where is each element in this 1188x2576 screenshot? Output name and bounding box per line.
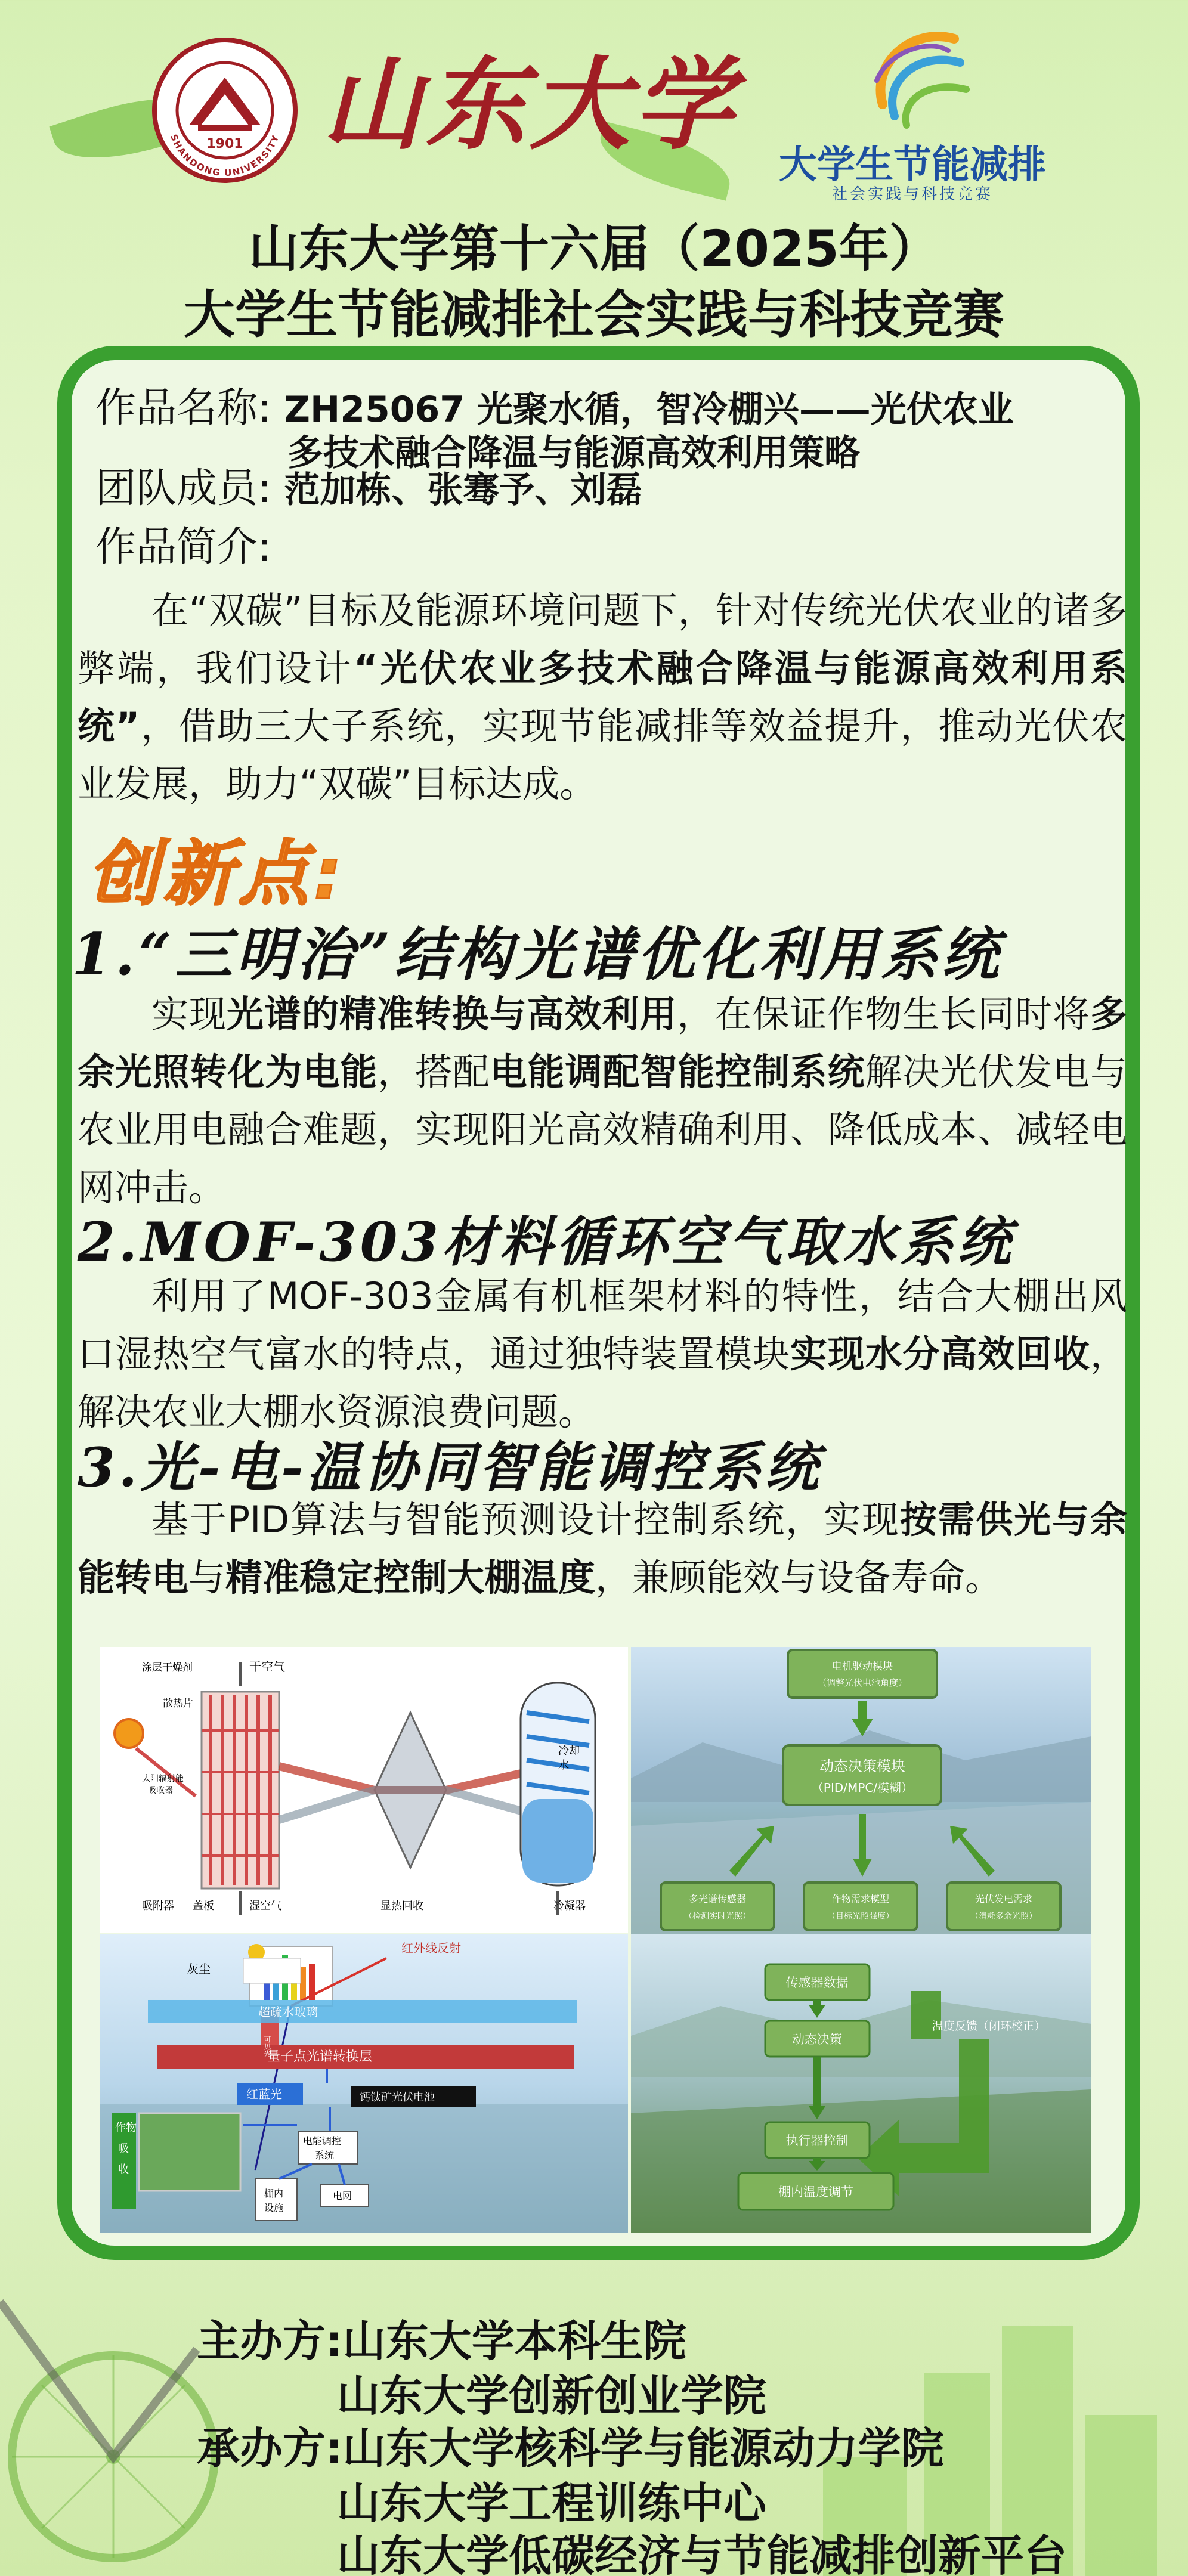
team-label: 团队成员:: [95, 465, 271, 512]
undertaker-row: [197, 2414, 944, 2476]
fig3-crop-l2: 吸: [118, 2142, 129, 2155]
fig2-motor-l1: 电机驱动模块: [832, 1661, 893, 1673]
fig1-coating-label: 涂层干燥剂: [142, 1662, 193, 1674]
fig3-power-l2: 系统: [315, 2150, 335, 2161]
figure-decision-module-diagram: [631, 1647, 1091, 1934]
innovation-1-title: 1.“三明治”结构光谱优化利用系统: [72, 921, 1003, 988]
fig4-decision-label: 动态决策: [792, 2032, 842, 2046]
figure-sandwich-structure-diagram: [100, 1934, 628, 2233]
seal-text: SHANDONG UNIVERSITY: [168, 132, 281, 179]
fig3-dust-label: 灰尘: [187, 1962, 211, 1976]
fig1-cooling-water-2: 水: [558, 1759, 569, 1772]
fig1-dry-air-label: 干空气: [249, 1659, 285, 1674]
decorative-building: [1085, 2415, 1157, 2576]
fig1-cooling-water-1: 冷却: [558, 1745, 580, 1757]
team-row: [95, 465, 642, 514]
undertaker-label: 承办方:: [197, 2423, 343, 2473]
fig4-feedback-label: 温度反馈（闭环校正）: [932, 2020, 1046, 2033]
innovation-2-title: 2.MOF-303材料循环空气取水系统: [78, 1210, 1015, 1274]
fig1-absorber-label-2: 吸收器: [148, 1786, 173, 1795]
undertaker-2: 山东大学工程训练中心: [337, 2478, 767, 2528]
fig1-heat-recovery-label: 显热回收: [380, 1900, 423, 1912]
work-name-label: 作品名称:: [95, 385, 271, 432]
fig1-condenser-label: 冷凝器: [553, 1900, 586, 1912]
work-name-row: [95, 385, 1014, 434]
fig4-temp-adjust-label: 棚内温度调节: [778, 2185, 853, 2199]
innovation-2-paragraph: 利用了MOF-303金属有机框架材料的特性，结合大棚出风口湿热空气富水的特点，通过独特装置模块实现水分高效回收，解决农业大棚水资源浪费问题。: [78, 1274, 1127, 1433]
organizer-1: 山东大学本科生院: [342, 2316, 686, 2366]
team-members: 范加栋、张骞予、刘磊: [284, 469, 642, 511]
university-seal: [150, 36, 299, 185]
intro-paragraph: 在“双碳”目标及能源环境问题下，针对传统光伏农业的诸多弊端，我们设计“光伏农业多技术融合降温与能源高效利用系统”，借助三大子系统，实现节能减排等效益提升，推动光伏农业发展，助力“双碳”目标达成。: [78, 589, 1127, 806]
fig1-absorber-label-1: 太阳辐射能: [142, 1774, 184, 1784]
fig1-adsorber-label: 吸附器: [142, 1900, 174, 1912]
competition-logo-icon: [859, 15, 984, 140]
fig4-sensor-label: 传感器数据: [785, 1976, 849, 1990]
intro-label: 作品简介:: [95, 524, 271, 571]
fig3-visible-light-label: 可见光: [263, 2036, 271, 2057]
page-title-line1: 山东大学第十六届（2025年）: [249, 219, 939, 278]
logo-title: 大学生节能减排: [779, 143, 1046, 187]
fig3-crop-l1: 作物: [115, 2122, 137, 2134]
intro-row: [95, 524, 271, 571]
fig3-red-blue-label: 红蓝光: [246, 2087, 282, 2101]
fig3-crop-l3: 收: [118, 2163, 129, 2176]
page-title-line2: 大学生节能减排社会实践与科技竞赛: [184, 285, 1004, 345]
fig3-facility-l1: 棚内: [264, 2188, 284, 2199]
innovation-3-paragraph: 基于PID算法与智能预测设计控制系统，实现按需供光与余能转电与精准稳定控制大棚温度，兼顾能效与设备寿命。: [78, 1498, 1127, 1599]
innovation-heading: 创新点:: [88, 832, 347, 915]
figure-water-harvesting-diagram: [100, 1647, 628, 1933]
work-name-line1: ZH25067 光聚水循，智冷棚兴——光伏农业: [284, 389, 1014, 431]
organizer-label: 主办方:: [197, 2316, 343, 2366]
fig2-motor-l2: （调整光伏电池角度）: [817, 1677, 908, 1688]
fig2-spectral-l1: 多光谱传感器: [688, 1893, 747, 1905]
seal-year: 1901: [206, 137, 243, 151]
organizer-2: 山东大学创新创业学院: [337, 2371, 767, 2421]
fig2-spectral-l2: （检测实时光照）: [684, 1912, 751, 1921]
work-name-line2: 多技术融合降温与能源高效利用策略: [287, 432, 860, 474]
innovation-1-paragraph: 实现光谱的精准转换与高效利用，在保证作物生长同时将多余光照转化为电能，搭配电能调配智能控制系统解决光伏发电与农业用电融合难题，实现阳光高效精确利用、降低成本、减轻电网冲击。: [78, 992, 1127, 1209]
undertaker-1: 山东大学核科学与能源动力学院: [342, 2423, 944, 2473]
fig1-cover-label: 盖板: [193, 1900, 214, 1912]
fig2-crop-l2: （目标光照强度）: [827, 1912, 894, 1921]
fig1-wet-air-label: 湿空气: [249, 1900, 281, 1912]
logo-subtitle: 社会实践与科技竞赛: [831, 185, 993, 203]
organizer-row: [197, 2306, 686, 2368]
fig2-decision-l1: 动态决策模块: [819, 1758, 905, 1775]
fig2-decision-l2: （PID/MPC/模糊）: [811, 1781, 914, 1795]
figure-temperature-control-diagram: [631, 1934, 1091, 2233]
fig3-perovskite-label: 钙钛矿光伏电池: [360, 2091, 435, 2104]
fig3-quantum-dot-label: 量子点光谱转换层: [267, 2049, 373, 2064]
fig2-crop-l1: 作物需求模型: [831, 1893, 890, 1905]
fig3-infrared-label: 红外线反射: [401, 1941, 461, 1955]
fig2-pv-l1: 光伏发电需求: [974, 1893, 1033, 1905]
fig4-actuator-label: 执行器控制: [785, 2134, 849, 2148]
university-name: 山东大学: [322, 45, 737, 163]
fig1-heat-sink-label: 散热片: [163, 1698, 193, 1710]
fig3-grid-label: 电网: [333, 2190, 352, 2202]
undertaker-3: 山东大学低碳经济与节能减排创新平台: [337, 2531, 1068, 2576]
fig3-facility-l2: 设施: [264, 2202, 284, 2213]
fig3-power-l1: 电能调控: [303, 2135, 342, 2147]
fig3-hydrophobic-label: 超疏水玻璃: [258, 2005, 318, 2019]
fig2-pv-l2: （消耗多余光照）: [970, 1912, 1037, 1921]
innovation-3-title: 3.光-电-温协同智能调控系统: [78, 1436, 822, 1499]
